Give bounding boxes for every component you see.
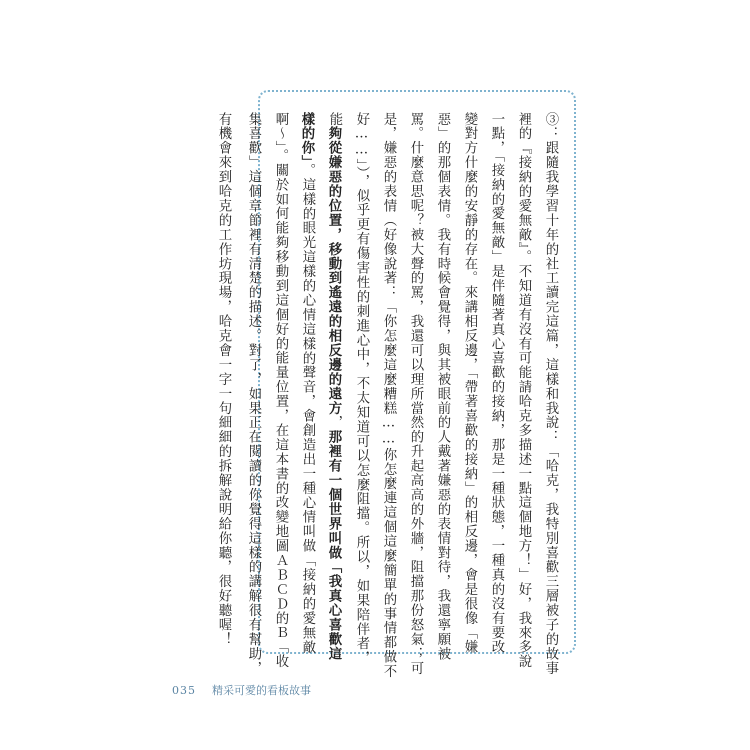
page-footer — [172, 682, 311, 698]
column-10-plain: 。這樣的眼光這樣的心情這樣的聲音，會創造出一種心情叫做「接納的愛無敵 — [300, 163, 315, 655]
bold-phrase-1: 夠從嫌惡的位置，移動到遙遠的相反邊的遠方 — [326, 126, 342, 416]
text-column-7: 是，嫌惡的表情（好像說著：「你怎麼這麼糟糕……你怎麼連這個這麼簡單的事情都做不 — [381, 112, 396, 679]
text-column-5: 惡」的那個表情。我有時候會覺得，與其被眼前的人戴著嫌惡的表情對待，我還寧願被 — [435, 112, 450, 662]
text-column-6: 罵。什麼意思呢？被大聲的罵，我還可以理所當然的升起高高的外牆，阻擋那份怒氣；可 — [408, 112, 423, 676]
text-column-1: ③：跟隨我學習十年的社工讀完這篇，這樣和我說：「哈克，我特別喜歡三層被子的故事 — [543, 112, 558, 676]
text-column-4: 變對方什麼的安靜的存在。來講相反邊，「帶著喜歡的接納」的相反邊，會是很像「嫌 — [462, 112, 477, 655]
column-9-comma: ， — [327, 415, 342, 430]
text-column-3: 一點，「接納的愛無敵」是伴隨著真心喜歡的接納，那是一種狀態，一種真的沒有要改 — [489, 112, 504, 655]
text-column-9 — [323, 112, 345, 661]
text-column-11: 啊～」。關於如何能夠移動到這個好的能量位置，在這本書的改變地圖ＡＢＣＤ的Ｂ「收 — [273, 112, 288, 669]
text-column-8: 好……」），似乎更有傷害性的刺進心中，不太知道可以怎麼阻擋。所以，如果陪伴者， — [354, 112, 369, 666]
text-column-10 — [296, 112, 318, 654]
page-number: 035 — [172, 684, 196, 697]
text-column-2: 裡的『接納的愛無敵』。不知道有沒有可能請哈克多描述一點這個地方！」好，我來多說 — [516, 112, 531, 669]
bold-phrase-3: 樣的你」 — [299, 112, 315, 164]
bold-phrase-2: 那裡有一個世界叫做「我真心喜歡這 — [326, 429, 342, 662]
text-column-12: 集喜歡」這個章節裡有清楚的描述。對了，如果正在閱讀的你覺得這樣的講解很有幫助， — [246, 112, 261, 676]
running-title: 精采可愛的看板故事 — [212, 684, 311, 697]
column-9-plain: 能 — [327, 112, 342, 127]
text-column-outside: 有機會來到哈克的工作坊現場，哈克會一字一句細細的拆解說明給你聽，很好聽喔！ — [216, 112, 231, 647]
